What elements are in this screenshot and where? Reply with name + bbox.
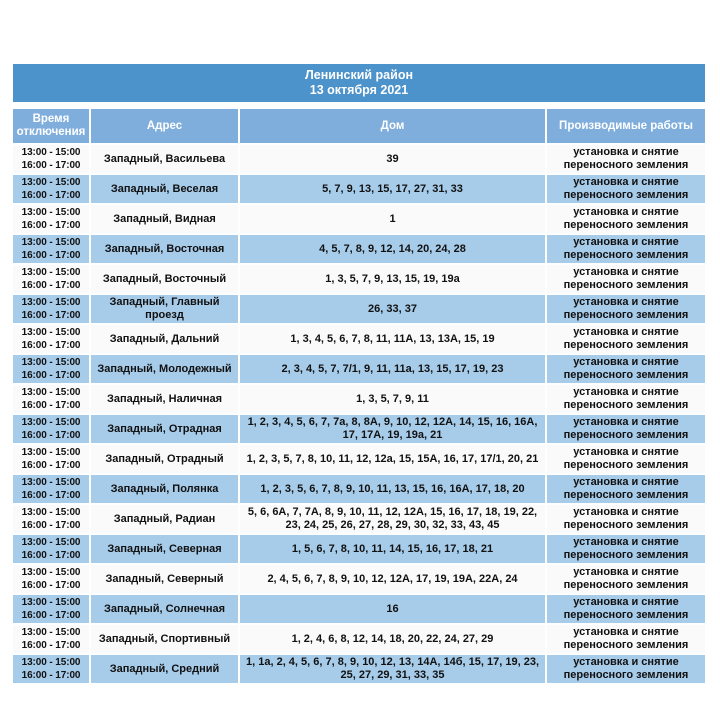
table-row	[13, 265, 705, 293]
time-slot-line: 16:00 - 17:00	[21, 430, 81, 441]
time-cell	[13, 535, 89, 563]
address-cell: Западный, Отрадная	[91, 415, 238, 443]
time-slot-line: 16:00 - 17:00	[21, 160, 81, 171]
time-cell	[13, 205, 89, 233]
time-slot-line: 13:00 - 15:00	[21, 627, 81, 638]
time-slot-line: 13:00 - 15:00	[21, 387, 81, 398]
time-cell	[13, 565, 89, 593]
works-cell: установка и снятие переносного земления	[547, 295, 705, 323]
houses-cell: 5, 6, 6А, 7, 7А, 8, 9, 10, 11, 12, 12А, 15, 16, 17, 18, 19, 22, 23, 24, 25, 26, 27, 28, 29, 30, 32, 33, 43, 45	[240, 505, 545, 533]
time-slot-line: 16:00 - 17:00	[21, 370, 81, 381]
houses-cell: 2, 4, 5, 6, 7, 8, 9, 10, 12, 12А, 17, 19, 19А, 22А, 24	[240, 565, 545, 593]
houses-cell: 16	[240, 595, 545, 623]
time-slot-line: 13:00 - 15:00	[21, 597, 81, 608]
time-slot-line: 16:00 - 17:00	[21, 220, 81, 231]
time-slot-line: 13:00 - 15:00	[21, 267, 81, 278]
time-slot-line: 13:00 - 15:00	[21, 537, 81, 548]
time-slot-line: 13:00 - 15:00	[21, 147, 81, 158]
houses-cell: 1, 3, 5, 7, 9, 11	[240, 385, 545, 413]
table-row	[13, 385, 705, 413]
address-cell: Западный, Молодежный	[91, 355, 238, 383]
houses-cell: 1, 2, 3, 5, 6, 7, 8, 9, 10, 11, 13, 15, 16, 16А, 17, 18, 20	[240, 475, 545, 503]
table-row	[13, 205, 705, 233]
address-cell: Западный, Восточный	[91, 265, 238, 293]
address-cell: Западный, Дальний	[91, 325, 238, 353]
time-slot-line: 13:00 - 15:00	[21, 327, 81, 338]
time-cell	[13, 505, 89, 533]
works-cell: установка и снятие переносного земления	[547, 595, 705, 623]
works-cell: установка и снятие переносного земления	[547, 205, 705, 233]
time-cell	[13, 235, 89, 263]
table-row	[13, 625, 705, 653]
table-row	[13, 565, 705, 593]
time-slot-line: 13:00 - 15:00	[21, 657, 81, 668]
address-cell: Западный, Восточная	[91, 235, 238, 263]
houses-cell: 1	[240, 205, 545, 233]
time-cell	[13, 385, 89, 413]
address-cell: Западный, Наличная	[91, 385, 238, 413]
table-row	[13, 355, 705, 383]
address-cell: Западный, Полянка	[91, 475, 238, 503]
address-cell: Западный, Средний	[91, 655, 238, 683]
time-cell	[13, 325, 89, 353]
time-cell	[13, 625, 89, 653]
houses-cell: 2, 3, 4, 5, 7, 7/1, 9, 11, 11а, 13, 15, 17, 19, 23	[240, 355, 545, 383]
district-title: Ленинский район	[304, 68, 413, 82]
time-slot-line: 16:00 - 17:00	[21, 280, 81, 291]
time-cell	[13, 145, 89, 173]
works-cell: установка и снятие переносного земления	[547, 235, 705, 263]
col-header-address: Адрес	[91, 109, 238, 143]
date-subtitle: 13 октября 2021	[309, 83, 409, 97]
address-cell: Западный, Северная	[91, 535, 238, 563]
time-slot-line: 16:00 - 17:00	[21, 520, 81, 531]
table-row	[13, 235, 705, 263]
table-row	[13, 145, 705, 173]
table-row	[13, 475, 705, 503]
time-slot-line: 16:00 - 17:00	[21, 640, 81, 651]
works-cell: установка и снятие переносного земления	[547, 505, 705, 533]
table-row	[13, 175, 705, 203]
time-slot-line: 13:00 - 15:00	[21, 177, 81, 188]
time-slot-line: 13:00 - 15:00	[21, 207, 81, 218]
outage-schedule-sheet	[13, 64, 705, 685]
header-row	[13, 109, 705, 143]
houses-cell: 1, 2, 4, 6, 8, 12, 14, 18, 20, 22, 24, 27, 29	[240, 625, 545, 653]
address-cell: Западный, Северный	[91, 565, 238, 593]
table-row	[13, 415, 705, 443]
table-row	[13, 445, 705, 473]
table-title-band	[13, 64, 705, 102]
works-cell: установка и снятие переносного земления	[547, 655, 705, 683]
table-row	[13, 505, 705, 533]
works-cell: установка и снятие переносного земления	[547, 565, 705, 593]
table-body	[13, 145, 705, 683]
time-cell	[13, 295, 89, 323]
time-slot-line: 13:00 - 15:00	[21, 447, 81, 458]
time-slot-line: 13:00 - 15:00	[21, 417, 81, 428]
time-slot-line: 13:00 - 15:00	[21, 357, 81, 368]
works-cell: установка и снятие переносного земления	[547, 145, 705, 173]
address-cell: Западный, Солнечная	[91, 595, 238, 623]
time-cell	[13, 595, 89, 623]
address-cell: Западный, Спортивный	[91, 625, 238, 653]
col-header-time: Время отключения	[13, 109, 89, 143]
time-slot-line: 16:00 - 17:00	[21, 490, 81, 501]
time-slot-line: 13:00 - 15:00	[21, 237, 81, 248]
time-slot-line: 16:00 - 17:00	[21, 190, 81, 201]
time-slot-line: 16:00 - 17:00	[21, 250, 81, 261]
time-slot-line: 13:00 - 15:00	[21, 477, 81, 488]
time-cell	[13, 445, 89, 473]
table-row	[13, 655, 705, 683]
time-slot-line: 16:00 - 17:00	[21, 400, 81, 411]
works-cell: установка и снятие переносного земления	[547, 175, 705, 203]
col-header-works: Производимые работы	[547, 109, 705, 143]
houses-cell: 1, 2, 3, 4, 5, 6, 7, 7а, 8, 8А, 9, 10, 12, 12А, 14, 15, 16, 16А, 17, 17А, 19, 19а, 21	[240, 415, 545, 443]
table-row	[13, 595, 705, 623]
outage-schedule-table	[11, 107, 707, 685]
time-cell	[13, 355, 89, 383]
time-cell	[13, 475, 89, 503]
houses-cell: 1, 1а, 2, 4, 5, 6, 7, 8, 9, 10, 12, 13, 14А, 14б, 15, 17, 19, 23, 25, 27, 29, 31, 33, 35	[240, 655, 545, 683]
time-slot-line: 16:00 - 17:00	[21, 310, 81, 321]
houses-cell: 26, 33, 37	[240, 295, 545, 323]
works-cell: установка и снятие переносного земления	[547, 265, 705, 293]
time-cell	[13, 265, 89, 293]
houses-cell: 4, 5, 7, 8, 9, 12, 14, 20, 24, 28	[240, 235, 545, 263]
address-cell: Западный, Радиан	[91, 505, 238, 533]
time-slot-line: 13:00 - 15:00	[21, 507, 81, 518]
works-cell: установка и снятие переносного земления	[547, 475, 705, 503]
works-cell: установка и снятие переносного земления	[547, 625, 705, 653]
time-slot-line: 16:00 - 17:00	[21, 340, 81, 351]
address-cell: Западный, Видная	[91, 205, 238, 233]
works-cell: установка и снятие переносного земления	[547, 355, 705, 383]
address-cell: Западный, Главный проезд	[91, 295, 238, 323]
time-slot-line: 13:00 - 15:00	[21, 297, 81, 308]
works-cell: установка и снятие переносного земления	[547, 415, 705, 443]
works-cell: установка и снятие переносного земления	[547, 535, 705, 563]
table-row	[13, 295, 705, 323]
address-cell: Западный, Васильева	[91, 145, 238, 173]
time-slot-line: 16:00 - 17:00	[21, 670, 81, 681]
houses-cell: 5, 7, 9, 13, 15, 17, 27, 31, 33	[240, 175, 545, 203]
works-cell: установка и снятие переносного земления	[547, 445, 705, 473]
time-slot-line: 16:00 - 17:00	[21, 550, 81, 561]
time-slot-line: 16:00 - 17:00	[21, 460, 81, 471]
houses-cell: 1, 3, 5, 7, 9, 13, 15, 19, 19а	[240, 265, 545, 293]
time-slot-line: 16:00 - 17:00	[21, 610, 81, 621]
time-slot-line: 13:00 - 15:00	[21, 567, 81, 578]
table-row	[13, 535, 705, 563]
houses-cell: 1, 3, 4, 5, 6, 7, 8, 11, 11А, 13, 13А, 15, 19	[240, 325, 545, 353]
houses-cell: 1, 2, 3, 5, 7, 8, 10, 11, 12, 12а, 15, 15А, 16, 17, 17/1, 20, 21	[240, 445, 545, 473]
works-cell: установка и снятие переносного земления	[547, 385, 705, 413]
time-cell	[13, 655, 89, 683]
houses-cell: 39	[240, 145, 545, 173]
time-cell	[13, 415, 89, 443]
time-cell	[13, 175, 89, 203]
houses-cell: 1, 5, 6, 7, 8, 10, 11, 14, 15, 16, 17, 18, 21	[240, 535, 545, 563]
works-cell: установка и снятие переносного земления	[547, 325, 705, 353]
table-row	[13, 325, 705, 353]
time-slot-line: 16:00 - 17:00	[21, 580, 81, 591]
address-cell: Западный, Отрадный	[91, 445, 238, 473]
address-cell: Западный, Веселая	[91, 175, 238, 203]
col-header-house: Дом	[240, 109, 545, 143]
